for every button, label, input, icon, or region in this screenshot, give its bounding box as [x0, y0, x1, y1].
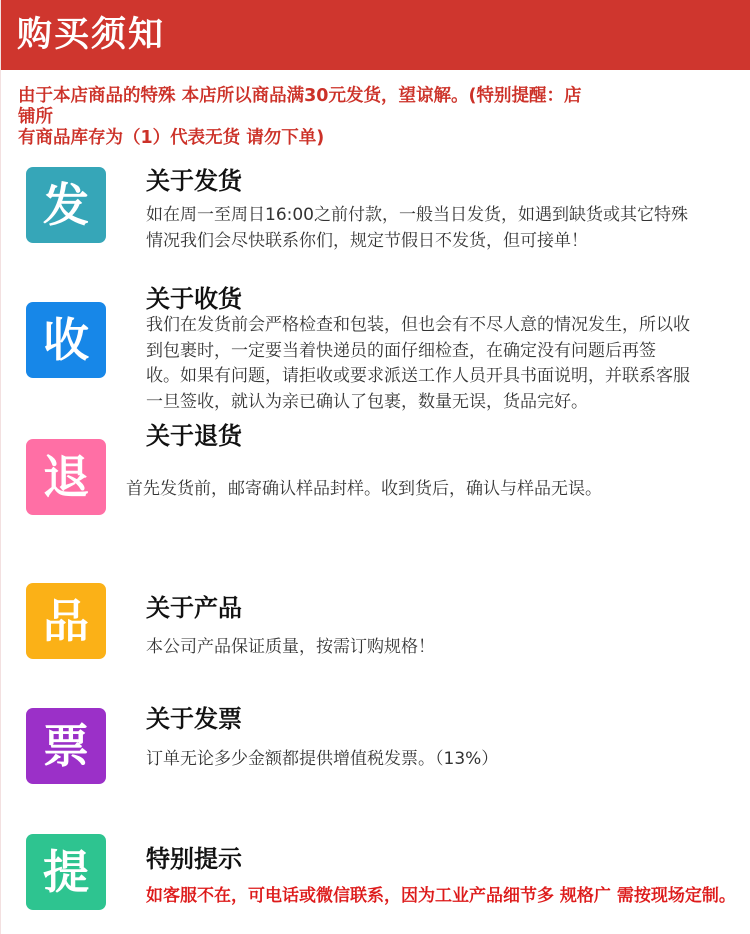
special-notice-body-line: 如客服不在，可电话或微信联系，因为工业产品细节多 规格广 需按现场定制。: [146, 886, 736, 906]
shipping-body-line: 情况我们会尽快联系你们，规定节假日不发货，但可接单！: [146, 230, 588, 251]
store-notice-line-2: 有商品库存为（1）代表无货 请勿下单): [18, 128, 325, 148]
returns-section-title: 关于退货: [146, 422, 242, 450]
receiving-body-line: 一旦签收，就认为亲已确认了包裹，数量无误，货品完好。: [146, 391, 588, 412]
store-notice-text: [18, 86, 598, 149]
product-body-line: 本公司产品保证质量，按需订购规格！: [146, 637, 435, 657]
receiving-body-line: 收。如果有问题，请拒收或要求派送工作人员开具书面说明，并联系客服: [146, 366, 690, 386]
special-notice-badge-icon: 提: [26, 834, 106, 910]
returns-badge-icon: 退: [26, 439, 106, 515]
special-notice-section-body: [146, 884, 736, 910]
shipping-section-title: 关于发货: [146, 167, 242, 195]
returns-body-line: 首先发货前，邮寄确认样品封样。收到货后，确认与样品无误。: [126, 479, 602, 499]
invoice-section-title: 关于发票: [146, 705, 242, 733]
product-section-title: 关于产品: [146, 594, 242, 622]
product-badge-icon: 品: [26, 583, 106, 659]
shipping-section-body: [146, 203, 706, 254]
invoice-section-body: [146, 747, 706, 773]
receiving-section-body: [146, 313, 706, 415]
product-section-body: [146, 635, 706, 661]
receiving-section-title: 关于收货: [146, 285, 242, 313]
shipping-body-line: 如在周一至周日16:00之前付款，一般当日发货，如遇到缺货或其它特殊: [146, 205, 688, 225]
page-title: 购买须知: [17, 15, 166, 55]
receiving-body-line: 到包裹时，一定要当着快递员的面仔细检查，在确定没有问题后再签: [146, 340, 656, 361]
invoice-badge-icon: 票: [26, 708, 106, 784]
store-notice-line-1: 由于本店商品的特殊 本店所以商品满30元发货，望谅解。(特别提醒：店铺所: [18, 86, 582, 127]
returns-section-body: [126, 477, 686, 503]
receiving-body-line: 我们在发货前会严格检查和包装，但也会有不尽人意的情况发生，所以收: [146, 315, 690, 335]
invoice-body-line: 订单无论多少金额都提供增值税发票。（13%）: [146, 749, 499, 769]
page-header: [1, 0, 750, 70]
special-notice-section-title: 特别提示: [146, 845, 242, 873]
shipping-badge-icon: 发: [26, 167, 106, 243]
receiving-badge-icon: 收: [26, 302, 106, 378]
